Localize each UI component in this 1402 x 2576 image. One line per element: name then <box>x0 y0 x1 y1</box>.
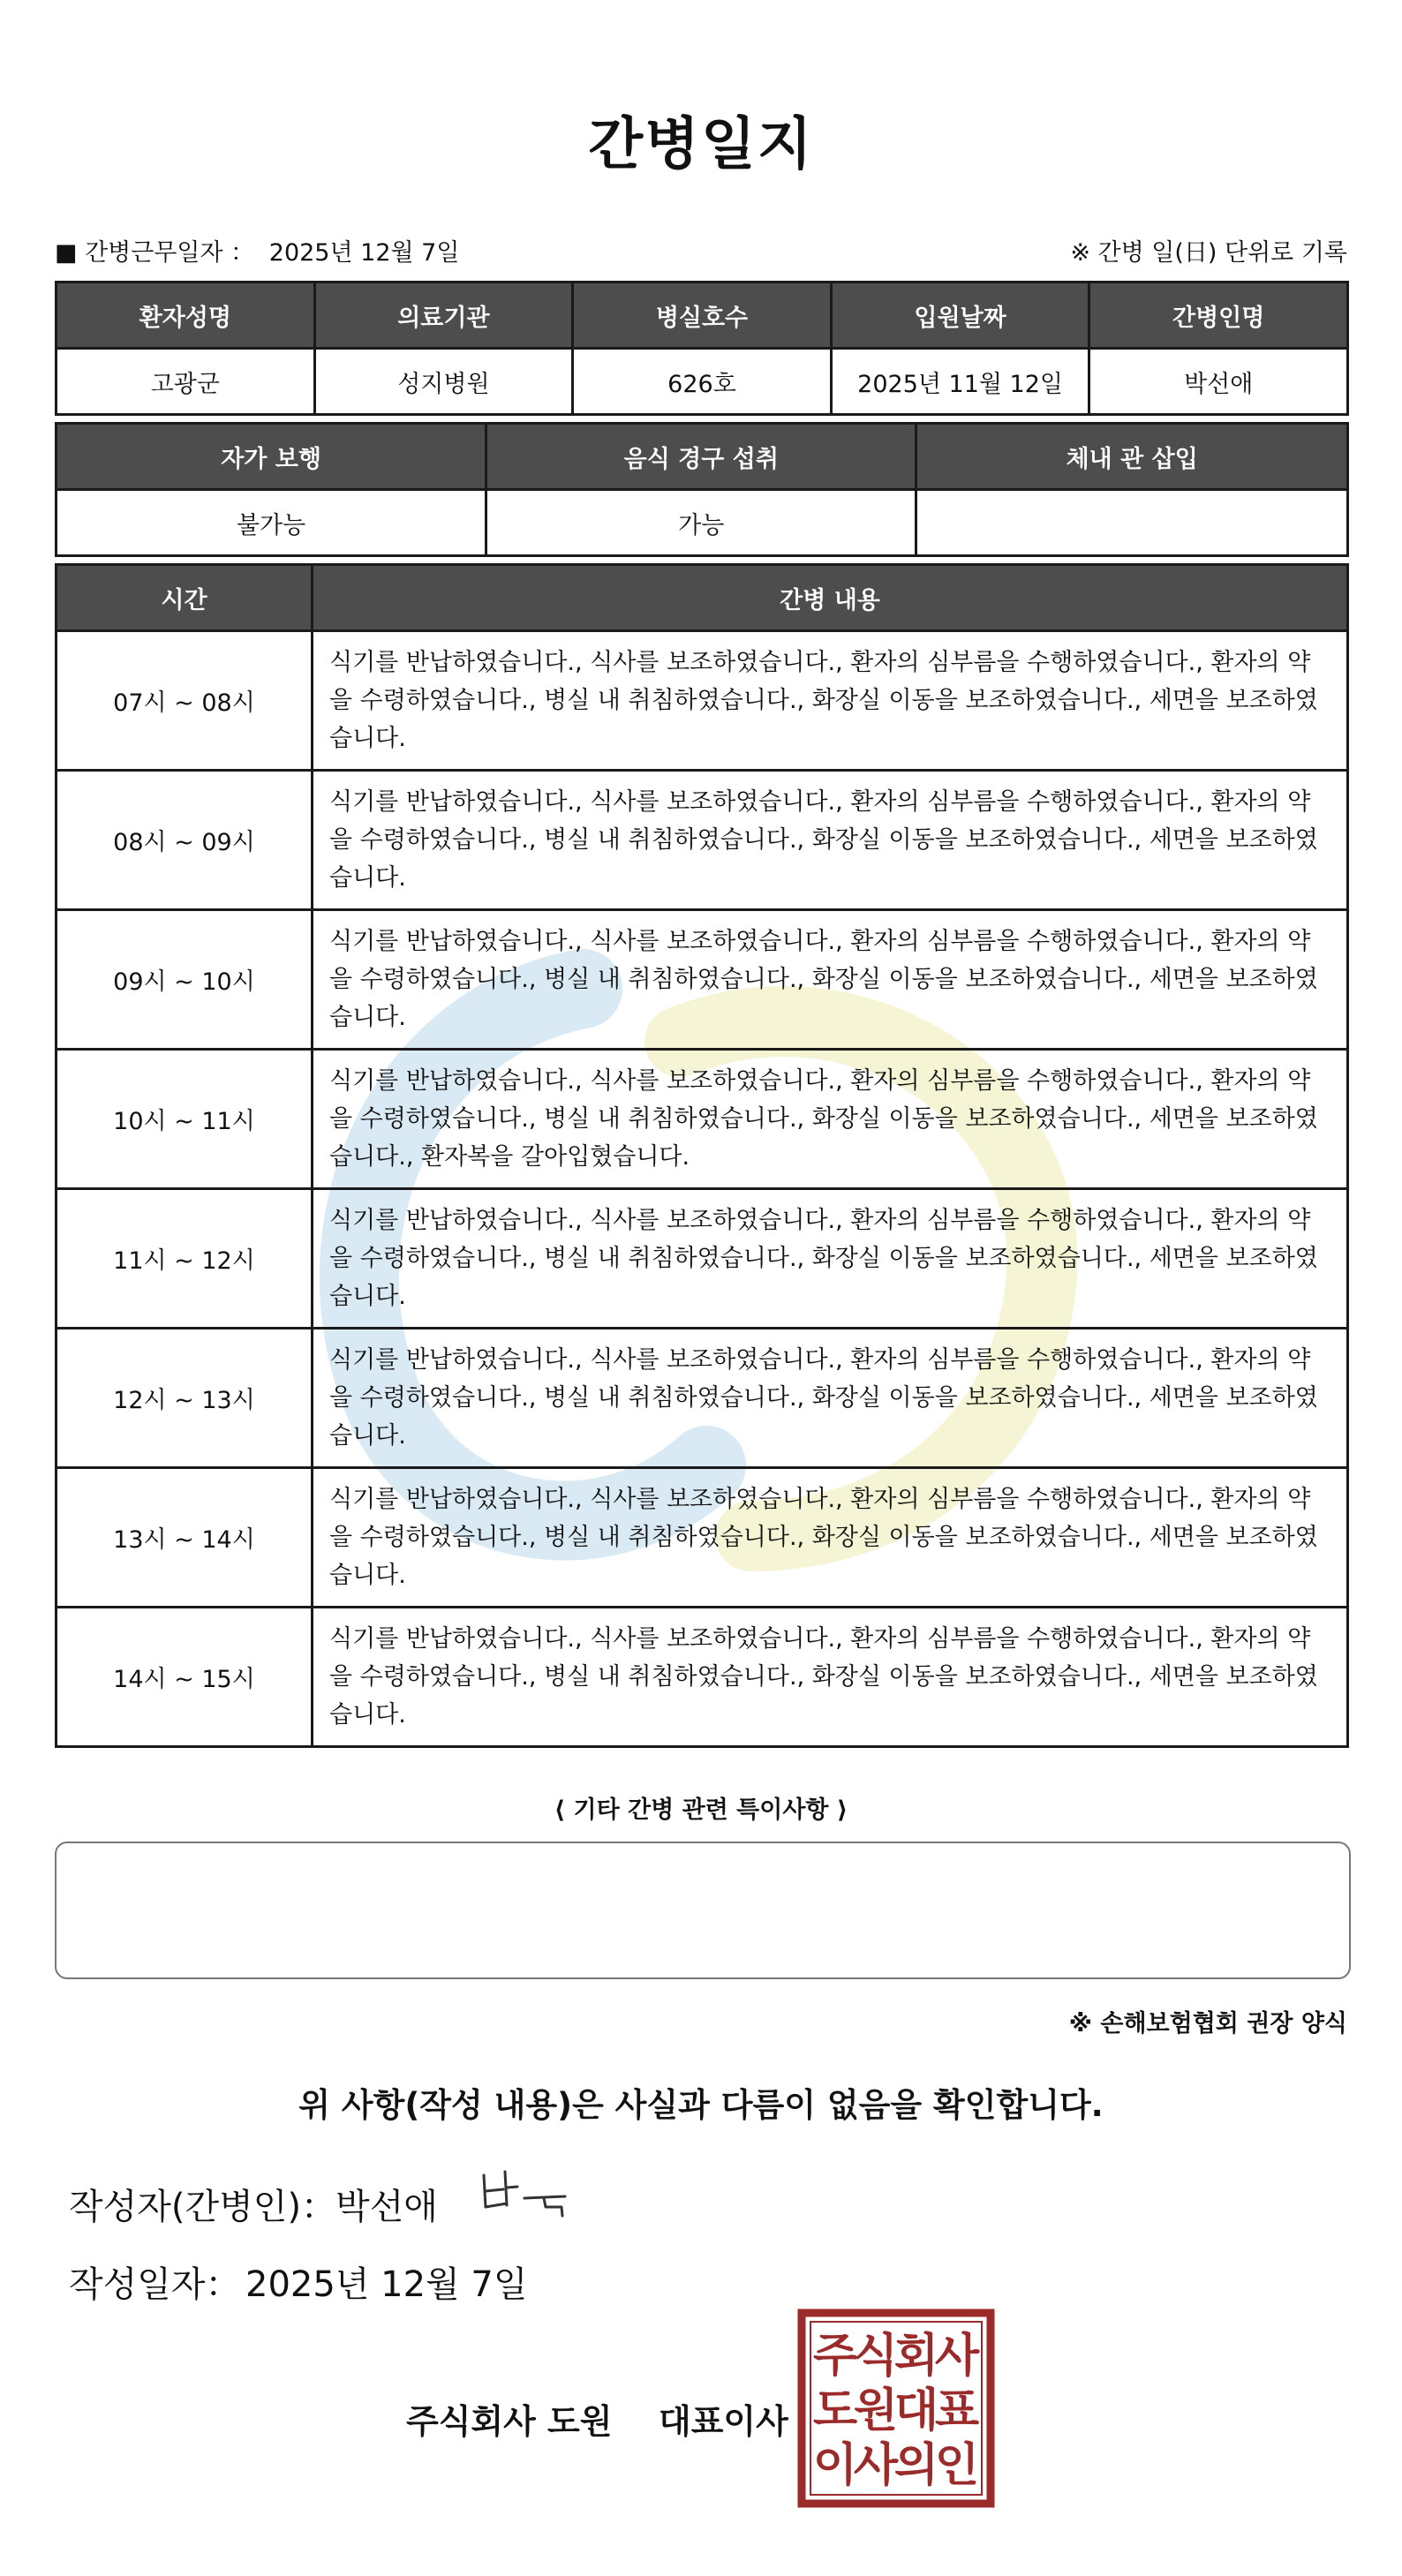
ceo-label: 대표이사 <box>659 2402 788 2441</box>
tube-insertion-value <box>916 490 1348 556</box>
row-content: 식기를 반납하였습니다., 식사를 보조하였습니다., 환자의 심부름을 수행하였습니다., 환자의 약을 수령하였습니다., 병실 내 취침하였습니다., 화장실 이동을 보조하였습니다., 세면을 보조하였습니다. <box>313 910 1348 1050</box>
work-date-value: 2025년 12월 7일 <box>268 239 460 267</box>
patient-info-table <box>55 281 1349 416</box>
admission-date: 2025년 11월 12일 <box>831 349 1089 415</box>
header-care-content: 간병 내용 <box>313 565 1348 631</box>
svg-text:인: 인 <box>934 2439 980 2492</box>
svg-text:사: 사 <box>934 2330 980 2383</box>
patient-info-value-row <box>57 349 1348 415</box>
row-content: 식기를 반납하였습니다., 식사를 보조하였습니다., 환자의 심부름을 수행하였습니다., 환자의 약을 수령하였습니다., 병실 내 취침하였습니다., 화장실 이동을 보조하였습니다., 세면을 보조하였습니다. <box>313 1468 1348 1608</box>
care-log-table <box>55 563 1349 1748</box>
header-patient-name: 환자성명 <box>57 282 315 349</box>
oral-intake-value: 가능 <box>486 490 916 556</box>
writer-name: 박선애 <box>335 2187 438 2227</box>
writer-label: 작성자(간병인)： <box>69 2187 337 2227</box>
row-content: 식기를 반납하였습니다., 식사를 보조하였습니다., 환자의 심부름을 수행하였습니다., 환자의 약을 수령하였습니다., 병실 내 취침하였습니다., 화장실 이동을 보조하였습니다., 세면을 보조하였습니다. <box>313 631 1348 771</box>
patient-status-table <box>55 422 1349 557</box>
self-walking-value: 불가능 <box>57 490 486 556</box>
header-room: 병실호수 <box>573 282 832 349</box>
svg-text:표: 표 <box>934 2384 980 2437</box>
row-time: 10시 ~ 11시 <box>57 1050 313 1189</box>
work-date-line <box>55 233 459 267</box>
header-admission-date: 입원날짜 <box>831 282 1089 349</box>
table-row <box>57 1468 1348 1608</box>
patient-name: 고광군 <box>57 349 315 415</box>
row-time: 07시 ~ 08시 <box>57 631 313 771</box>
row-time: 13시 ~ 14시 <box>57 1468 313 1608</box>
table-row <box>57 910 1348 1050</box>
hospital-name: 성지병원 <box>314 349 573 415</box>
header-time: 시간 <box>57 565 313 631</box>
table-row <box>57 1050 1348 1189</box>
write-date-label: 작성일자： <box>69 2264 241 2305</box>
table-row <box>57 1329 1348 1468</box>
association-note: ※ 손해보험협회 권장 양식 <box>1068 2010 1347 2037</box>
row-time: 08시 ~ 09시 <box>57 771 313 910</box>
svg-text:이: 이 <box>812 2439 858 2492</box>
header-tube-insertion: 체내 관 삽입 <box>916 424 1348 490</box>
page-title: 간병일지 <box>588 112 814 177</box>
row-time: 11시 ~ 12시 <box>57 1189 313 1329</box>
row-time: 09시 ~ 10시 <box>57 910 313 1050</box>
row-time: 12시 ~ 13시 <box>57 1329 313 1468</box>
svg-text:도: 도 <box>812 2384 858 2437</box>
svg-text:대: 대 <box>893 2384 939 2437</box>
etc-notes-label: ⟨ 기타 간병 관련 특이사항 ⟩ <box>554 1796 848 1824</box>
room-number: 626호 <box>573 349 832 415</box>
svg-text:주: 주 <box>812 2330 858 2383</box>
svg-text:사: 사 <box>853 2439 899 2492</box>
row-content: 식기를 반납하였습니다., 식사를 보조하였습니다., 환자의 심부름을 수행하였습니다., 환자의 약을 수령하였습니다., 병실 내 취침하였습니다., 화장실 이동을 보조하였습니다., 세면을 보조하였습니다. <box>313 1189 1348 1329</box>
status-value-row <box>57 490 1348 556</box>
record-note: ※ 간병 일(日) 단위로 기록 <box>1070 239 1347 267</box>
header-self-walking: 자가 보행 <box>57 424 486 490</box>
care-log-header-row <box>57 565 1348 631</box>
row-content: 식기를 반납하였습니다., 식사를 보조하였습니다., 환자의 심부름을 수행하였습니다., 환자의 약을 수령하였습니다., 병실 내 취침하였습니다., 화장실 이동을 보조하였습니다., 세면을 보조하였습니다. <box>313 1608 1348 1747</box>
table-row <box>57 771 1348 910</box>
table-row <box>57 631 1348 771</box>
header-hospital: 의료기관 <box>314 282 573 349</box>
svg-text:의: 의 <box>893 2439 939 2492</box>
company-name: 주식회사 도원 <box>406 2402 613 2441</box>
table-row <box>57 1608 1348 1747</box>
row-content: 식기를 반납하였습니다., 식사를 보조하였습니다., 환자의 심부름을 수행하였습니다., 환자의 약을 수령하였습니다., 병실 내 취침하였습니다., 화장실 이동을 보조하였습니다., 세면을 보조하였습니다. <box>313 771 1348 910</box>
header-oral-intake: 음식 경구 섭취 <box>486 424 916 490</box>
caregiver-name: 박선애 <box>1089 349 1348 415</box>
patient-info-header-row <box>57 282 1348 349</box>
row-content: 식기를 반납하였습니다., 식사를 보조하였습니다., 환자의 심부름을 수행하였습니다., 환자의 약을 수령하였습니다., 병실 내 취침하였습니다., 화장실 이동을 보조하였습니다., 세면을 보조하였습니다., 환자복을 갈아입혔습니다. <box>313 1050 1348 1189</box>
svg-text:원: 원 <box>853 2384 899 2437</box>
header-caregiver-name: 간병인명 <box>1089 282 1348 349</box>
status-header-row <box>57 424 1348 490</box>
table-row <box>57 1189 1348 1329</box>
svg-text:회: 회 <box>893 2330 939 2383</box>
write-date-value: 2025년 12월 7일 <box>245 2264 528 2305</box>
etc-notes-box[interactable] <box>55 1842 1351 1979</box>
confirmation-statement: 위 사항(작성 내용)은 사실과 다름이 없음을 확인합니다. <box>298 2086 1104 2124</box>
svg-text:식: 식 <box>853 2330 899 2383</box>
handwritten-signature <box>477 2165 574 2226</box>
row-content: 식기를 반납하였습니다., 식사를 보조하였습니다., 환자의 심부름을 수행하였습니다., 환자의 약을 수령하였습니다., 병실 내 취침하였습니다., 화장실 이동을 보조하였습니다., 세면을 보조하였습니다. <box>313 1329 1348 1468</box>
company-seal-stamp <box>796 2308 996 2509</box>
work-date-label: ■ 간병근무일자 ： <box>55 239 255 267</box>
row-time: 14시 ~ 15시 <box>57 1608 313 1747</box>
